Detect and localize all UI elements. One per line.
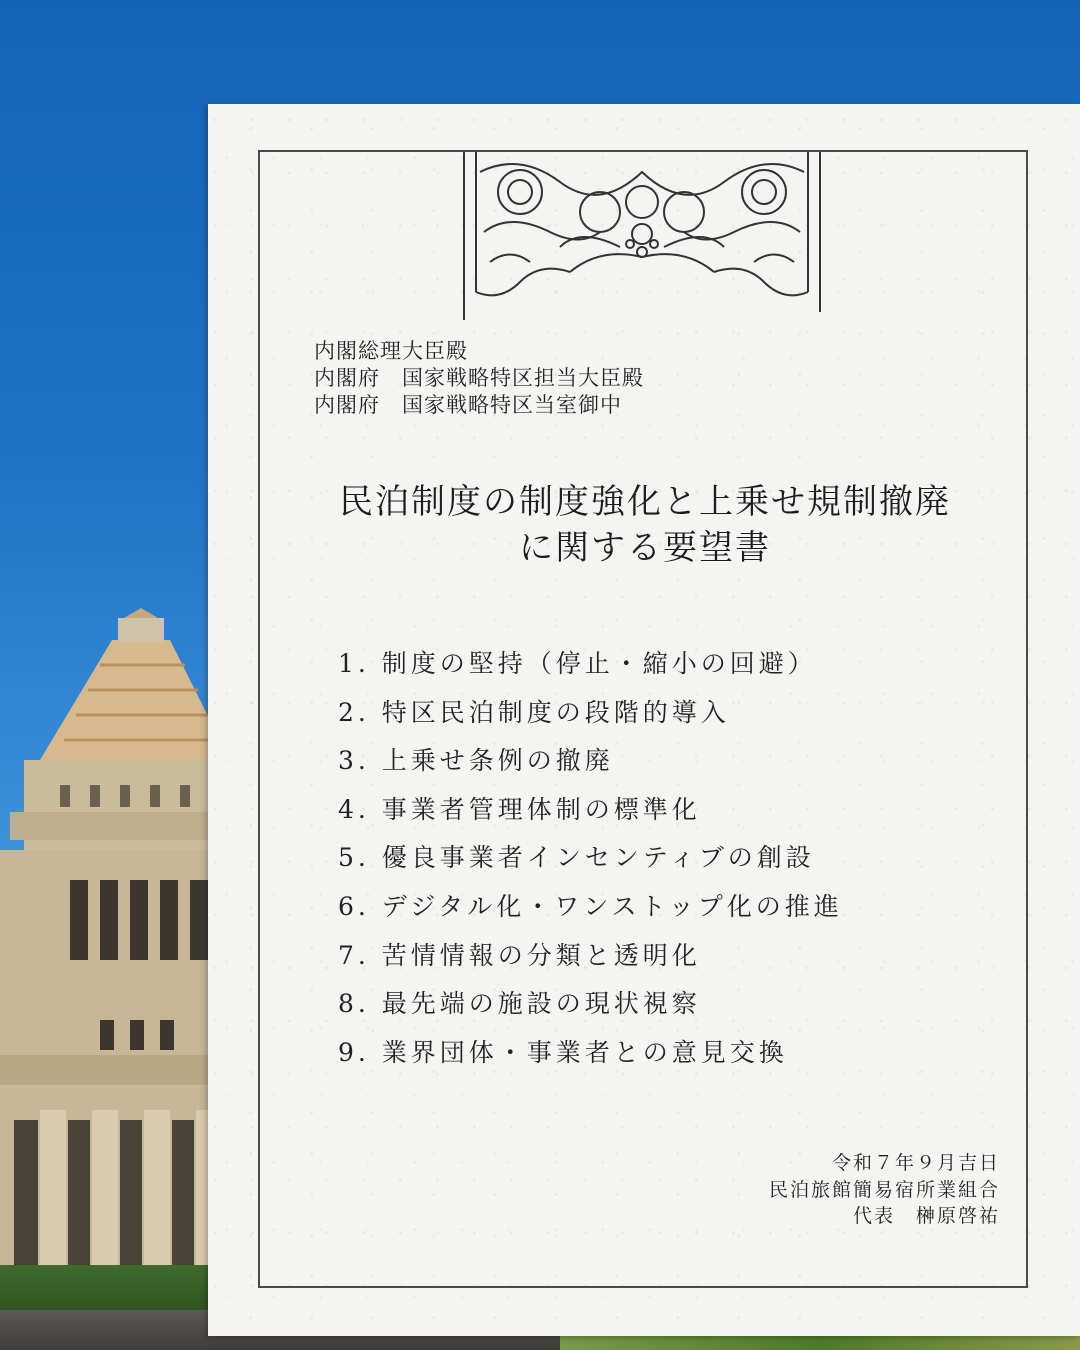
addressee-line: 内閣総理大臣殿	[314, 339, 468, 363]
document-border	[258, 150, 1028, 1288]
document-title-line2: に関する要望書	[519, 528, 771, 568]
request-item: 6. デジタル化・ワンストップ化の推進	[338, 891, 843, 921]
tree-line	[0, 1265, 210, 1315]
organization-name: 民泊旅館簡易宿所業組合	[768, 1178, 1000, 1201]
addressee-line: 内閣府 国家戦略特区担当大臣殿	[314, 366, 644, 390]
request-item: 7. 苦情情報の分類と透明化	[338, 940, 701, 970]
signature-block	[769, 1150, 1000, 1230]
request-item: 4. 事業者管理体制の標準化	[338, 794, 701, 824]
request-item: 3. 上乗せ条例の撤廃	[338, 746, 614, 776]
request-item: 5. 優良事業者インセンティブの創設	[338, 843, 815, 873]
document-title: 民泊制度の制度強化と上乗せ規制撤廃	[339, 482, 951, 522]
addressee-line: 内閣府 国家戦略特区当室御中	[314, 393, 622, 417]
addressee-block	[314, 338, 644, 419]
request-item: 9. 業界団体・事業者との意見交換	[338, 1037, 788, 1067]
date: 令和７年９月吉日	[831, 1152, 1000, 1174]
representative-name: 代表 榊原啓祐	[852, 1205, 1000, 1227]
foliage	[560, 1335, 1080, 1350]
request-list	[338, 644, 843, 1081]
floral-scroll-ornament-icon	[460, 152, 824, 322]
request-item: 8. 最先端の施設の現状視察	[338, 989, 701, 1019]
request-item: 1. 制度の堅持（停止・縮小の回避）	[338, 649, 817, 678]
request-item: 2. 特区民泊制度の段階的導入	[338, 697, 730, 727]
petition-document	[208, 104, 1080, 1336]
